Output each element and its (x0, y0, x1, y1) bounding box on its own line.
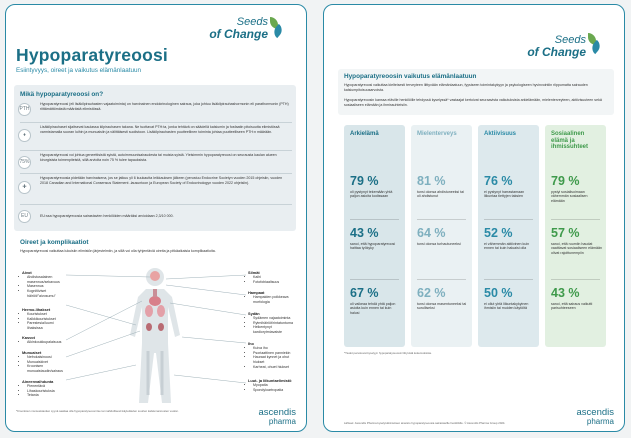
page-left (5, 4, 307, 432)
what-is-text-1: Hypoparatyreoosi (eli lisäkilpirauhasten vajaatoiminta) on harvinainen endokrinologinen sairaus, joka johtuu lisäkilpirauhashormonin eli parathormonin (PTH) riittämättömästä määrästä elimistössä. (40, 102, 289, 111)
seeds-of-change-logo: Seeds of Change (209, 16, 268, 41)
impact-stat-percent: 62 % (417, 286, 446, 300)
symptom-category-heart: Sydän • Sydämen vajaatoiminta • Rytmihäiriöt/rintatuntuma • Heikentynyt kardiorytmiavaiste (248, 311, 300, 335)
divider (20, 173, 292, 174)
impact-stat (484, 175, 535, 199)
ascendis-pharma-logo: ascendis pharma (576, 407, 614, 426)
impact-stat-text: sanoi, että ruumiin haudat vaaittavat sosiaaliseen elämään olivat rajoittunempiin (551, 241, 602, 255)
impact-stat (417, 175, 468, 199)
symptom-category-face: Kasvot • Aikinkoukkupalaisuus (22, 335, 68, 345)
impact-stat-percent: 57 % (551, 226, 580, 240)
symptom-category-skin: Iho • Kuiva iho • Psoriaattinen panniekin • Hauraat kynnet ja ohut hiukset • Karheat, ohuet hiukset (248, 341, 300, 369)
impact-stat-text: oli vaikeaa tehdä yhtä paljon asioita kuin ennen tai kuin halusi (350, 301, 396, 315)
impact-stat-text: tunsi olonsa turhautuneeksi (417, 241, 461, 246)
what-is-text-2: Lisäkilpirauhaset sijaitsevat kaulassa kilpirauhasen takana. Ne tuottavat PTH:ta, jonka tehtävä on säädellä kalsiumin ja fosfaatin pitoisuutta elimistössä varmistamalla suoran luihin ja munuaisiin ja välittäisesti suolistoon. Lisäkilpirauhasten puutteellinen toiminta johtaa puutteelliseen PTH:n määrään. (40, 125, 280, 134)
impact-heading: Hypoparatyreoosin vaikutus elämänlaatuun (344, 73, 477, 80)
impact-stat (551, 287, 602, 311)
impact-stat-percent: 79 % (551, 174, 580, 188)
impact-stat (350, 175, 401, 199)
eu-flag-icon: EU (18, 210, 31, 223)
impact-stat (484, 227, 535, 251)
gland-icon: ♦ (18, 129, 31, 142)
what-is-heading: Mikä hypoparatyreoosi on? (20, 91, 104, 98)
impact-stat-percent: 67 % (350, 286, 379, 300)
symptom-category-teeth: Hampaat • Hampaiden poikkeava morfologia (248, 290, 300, 304)
seeds-of-change-logo: Seeds of Change (527, 34, 586, 59)
impact-stat-percent: 50 % (484, 286, 513, 300)
impact-stat-percent: 79 % (350, 174, 379, 188)
impact-column-title: Sosiaalinen elämä ja ihmissuhteet (551, 131, 589, 151)
what-is-text-5: EU:ssa hypoparatyreoosia sairastavien henkilöiden määräksi arvioidaan 2,3/10 000. (40, 214, 174, 218)
divider (20, 204, 292, 205)
impact-stat-text: sanoi, että hypoparatyreoosi haittaa työkyky (350, 241, 396, 251)
impact-column (411, 125, 472, 347)
divider (350, 219, 399, 220)
divider (484, 219, 533, 220)
impact-stat-text: ei vähemmän aktiivinen kuin ennen tai kuin haluaisi olla (484, 241, 530, 251)
symptom-category-kidneys: Munuaiset • Nefrokalsinoosi • Munuaiskivet • Kroonisen munuaistaudin/sairaus (22, 350, 68, 374)
impact-stat (551, 227, 602, 256)
impact-stat-text: pystyi sosialisoimaan vähemmän sosiaalisen elämään (551, 189, 588, 203)
impact-stat-text: sanoi, että sairaus vaikutti parisuhteeseen (551, 301, 593, 311)
impact-stat-text: tunsi olonsa ahdistuneeksi tai oli ahdistunut (417, 189, 464, 199)
impact-column-title: Mielenterveys (417, 131, 457, 137)
impact-stat (551, 175, 602, 204)
pth-icon: PTH (18, 103, 31, 116)
impact-stat-percent: 43 % (551, 286, 580, 300)
impact-stat (484, 287, 535, 311)
impact-column-title: Aktiivisuus (484, 131, 517, 137)
impact-stat (417, 227, 468, 246)
impact-stat (350, 287, 401, 316)
impact-stat (417, 287, 468, 311)
sources-footer: Lähteet: Ascendis Pharma kyselytutkimuksen aineisto hypoparatyreoosia sairastaville henkilöille. © Ascendis Pharma Group 2024. (344, 421, 506, 425)
medical-cross-icon: ✚ (18, 181, 31, 194)
impact-column (344, 125, 405, 347)
impact-column (478, 125, 539, 347)
impact-stat-text: ei pystynyt harrastamaan liikuntaa tiettyjen taksien (484, 189, 525, 199)
impact-stat-text: oli pystynyt tekemään yhtä paljon asioita kodissaan (350, 189, 393, 199)
what-is-text-4: Hypoparatyreoosia pidetään harvinaisena, jos se jatkuu yli 6 kuukautta leikkauksen jälkeen (perustuu Endocrine Societyn vuoden 2015 ohjeisiin, vuoden 2018 Canadian and International Consensus Statement -lausuntoon ja European Society of Endocrinologyn vuoden 2022 ohjeisiin). (40, 176, 283, 185)
impact-stat-percent: 64 % (417, 226, 446, 240)
impact-column (545, 125, 606, 347)
symptom-category-neuromuscular: Hermo-lihakset • Kouristukset • Kalkkikouristukset • Parestesia/luumi lihaksissa (22, 307, 68, 331)
impact-stat-percent: 81 % (417, 174, 446, 188)
impact-stat-percent: 52 % (484, 226, 513, 240)
divider (417, 279, 466, 280)
divider (350, 279, 399, 280)
impact-intro-2: Hypoparatyreoosin kanssa eläville henkilöille tehdyssä kyselyssä* vastaajat kertoivat seuraavista vaikutuksista arkielämään, mielenterveyteen, aktiivisuuteen sekä sosiaaliseen elämään ja ihmissuhteisiin. (344, 98, 602, 107)
impact-intro-1: Hypoparatyreoosi vaikuttaa kielteisesti terveyteen liittyvään elämänlaatuun, fyysiseen toimintakykyyn ja psykologiseen hyvinvointiin riippumatta sairauden kalsiumpitoisuusarvoista. (344, 83, 588, 92)
symptom-category-musculoskeletal: Luut- ja liikuntaelimistö • Myopatia • Spondyloartropatia (248, 378, 300, 392)
symptoms-intro: Hypoparatyreoosi vaikuttaa lukuisiin elimistön järjestelmiin, ja sillä voi olla tyhjentäviä oireita ja pitkäaikaisia komplikaatioita. (20, 249, 216, 253)
percent-icon: 75% (18, 156, 31, 169)
symptom-category-metabolism: Aineenvaihdunta • Pienentävä • Lihaskouristuksia • Tetania (22, 379, 68, 398)
impact-column-title: Arkielämä (350, 131, 379, 137)
impact-stat-percent: 76 % (484, 174, 513, 188)
page-right (323, 4, 625, 432)
what-is-text-3: Hypoparatyreoosi voi johtua geneettisistä syistä, autoimmuunisairaudesta tai muista syistä. Yleisimmin hypoparatyreoosi on seurausta kaulan alueen kirurgisista toimenpiteistä, sillä arviolta noin 75 % tulee tapauksista. (40, 153, 277, 162)
divider (20, 122, 292, 123)
impact-stat-percent: 43 % (350, 226, 379, 240)
divider (484, 279, 533, 280)
symptoms-heading: Oireet ja komplikaatiot (20, 239, 89, 246)
page-subtitle: Esiintyvyys, oireet ja vaikutus elämänlaatuun (16, 67, 141, 74)
impact-stat (350, 227, 401, 251)
impact-stat-text: ei ollut yhtä liikuntakykyinen ihmisiin tai muiden käytöltä (484, 301, 529, 311)
divider (551, 219, 600, 220)
symptom-category-brain: Aivot • Ahdistusalainen masennus/sekavuus • Masennus • Kognitiiviset häiriöt/"aivosumu" (22, 270, 68, 298)
symptom-category-eyes: Silmät • Kaihi • Fotofobiaalisuus (248, 270, 300, 284)
divider (20, 150, 292, 151)
survey-note: *Tiedot perustuvat kyselyyn hypoparatyreoosin liittyvistä kokemuksista. (344, 351, 432, 355)
impact-stat-text: tunsi olonsa masentuneeksi tai surulliseksi (417, 301, 467, 311)
footnote: *Kroonisten munuaistautien syynä saattaa olla hypoparatyreoosi itse tai mahdollisesti käytettävien suurten kalsiumannosten vuoksi. (16, 409, 179, 413)
ascendis-pharma-logo: ascendis pharma (258, 407, 296, 426)
page-title: Hypoparatyreoosi (16, 45, 168, 65)
divider (417, 219, 466, 220)
divider (551, 279, 600, 280)
connector-lines (66, 265, 246, 405)
